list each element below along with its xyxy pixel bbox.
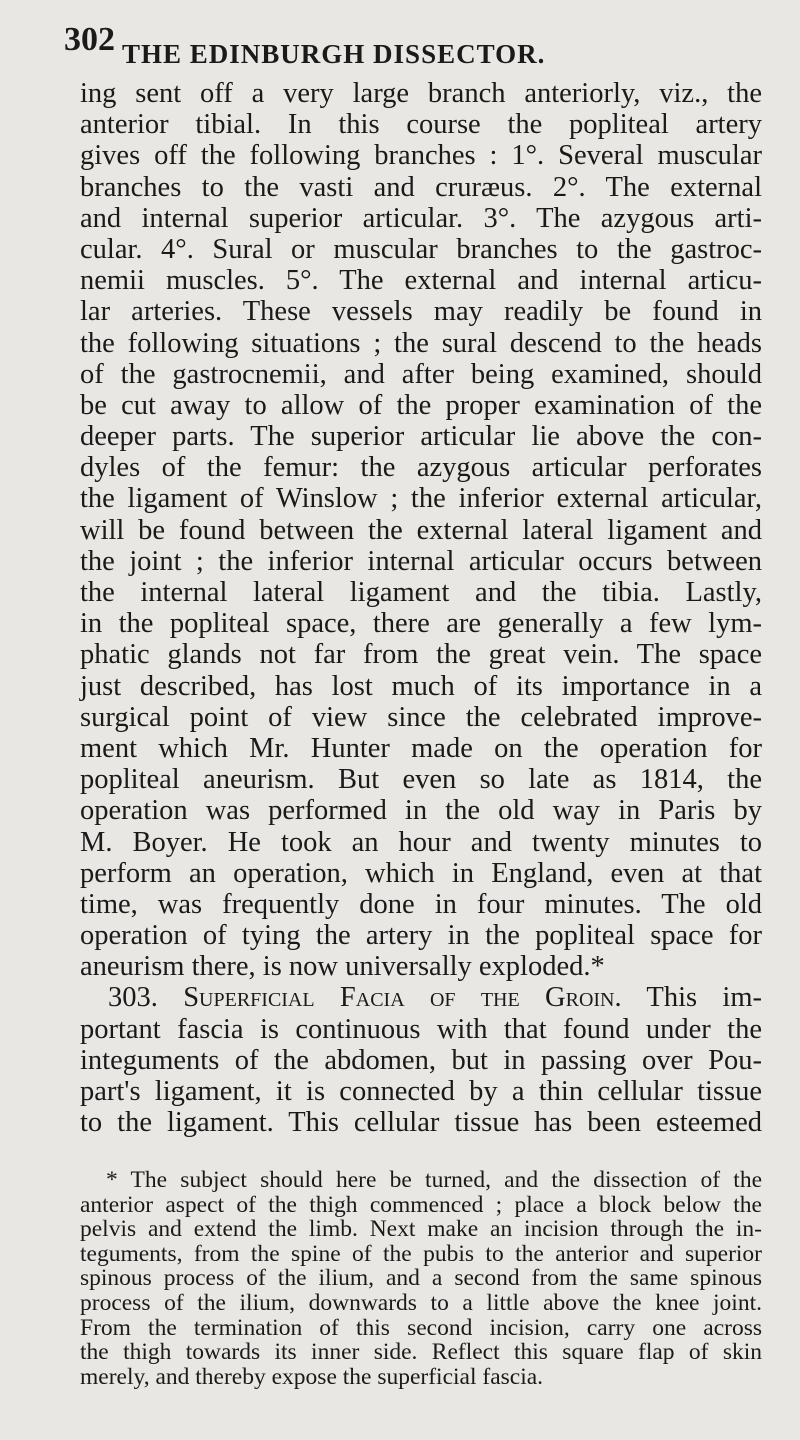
section-title: Superficial Facia of the Groin. <box>183 982 622 1014</box>
text-line: cular. 4°. Sural or muscular branches to the gastroc- <box>80 233 762 265</box>
section-number: 303. <box>108 982 158 1014</box>
footnote-line: From the termination of this second incision, carry one across <box>80 1314 762 1341</box>
body-text <box>80 78 762 1138</box>
text-line: deeper parts. The superior articular lie above the con- <box>80 421 762 453</box>
text-line: perform an operation, which in England, even at that <box>80 857 762 889</box>
text-line: nemii muscles. 5°. The external and internal articu- <box>80 265 762 297</box>
text-line: in the popliteal space, there are generally a few lym- <box>80 608 762 640</box>
text-line: operation of tying the artery in the popliteal space for <box>80 920 762 952</box>
footnote-line: anterior aspect of the thigh commenced ; place a block below the <box>80 1191 762 1218</box>
text-line: of the gastrocnemii, and after being examined, should <box>80 358 762 390</box>
page-number: 302 <box>64 21 115 58</box>
text-fragment: This im- <box>646 982 762 1014</box>
footnote-line: merely, and thereby expose the superficial fascia. <box>80 1363 544 1390</box>
text-line: portant fascia is continuous with that found under the <box>80 1013 762 1045</box>
text-line: just described, has lost much of its importance in a <box>80 670 762 702</box>
text-line: will be found between the external lateral ligament and <box>80 514 762 546</box>
text-line: and internal superior articular. 3°. The azygous arti- <box>80 202 762 234</box>
text-line: surgical point of view since the celebrated improve- <box>80 701 762 733</box>
text-line: aneurism there, is now universally exploded.* <box>80 951 605 983</box>
footnote-line: * The subject should here be turned, and the dissection of the <box>106 1167 762 1193</box>
footnote-line: pelvis and extend the limb. Next make an incision through the in- <box>80 1216 762 1243</box>
text-line: popliteal aneurism. But even so late as 1814, the <box>80 764 762 796</box>
footnote-line: the thigh towards its inner side. Reflect this square flap of skin <box>80 1339 762 1366</box>
running-head: THE EDINBURGH DISSECTOR. <box>122 39 546 69</box>
footnote-line: spinous process of the ilium, and a second from the same spinous <box>80 1265 762 1292</box>
text-line: operation was performed in the old way in Paris by <box>80 795 762 827</box>
text-line: part's ligament, it is connected by a thin cellular tissue <box>80 1076 762 1107</box>
footnote-line: process of the ilium, downwards to a little above the knee joint. <box>80 1289 762 1316</box>
text-line: the following situations ; the sural descend to the heads <box>80 327 762 359</box>
text-line: anterior tibial. In this course the popliteal artery <box>80 109 762 141</box>
text-line: ment which Mr. Hunter made on the operation for <box>80 732 762 764</box>
footnote-line: teguments, from the spine of the pubis to the anterior and superior <box>80 1240 762 1267</box>
text-line: M. Boyer. He took an hour and twenty minutes to <box>80 826 762 858</box>
text-line: the ligament of Winslow ; the inferior external articular, <box>80 483 762 515</box>
text-line: integuments of the abdomen, but in passing over Pou- <box>80 1044 762 1076</box>
text-line: ing sent off a very large branch anteriorly, viz., the <box>80 78 762 109</box>
text-line: lar arteries. These vessels may readily be found in <box>80 296 762 328</box>
text-line: to the ligament. This cellular tissue has been esteemed <box>80 1107 762 1139</box>
text-line: the internal lateral ligament and the tibia. Lastly, <box>80 577 762 608</box>
footnote <box>80 1168 762 1389</box>
text-line: be cut away to allow of the proper examination of the <box>80 389 762 421</box>
text-line: the joint ; the inferior internal articular occurs between <box>80 545 762 577</box>
text-line: gives off the following branches : 1°. Several muscular <box>80 140 762 172</box>
page-header <box>64 20 764 69</box>
text-line: time, was frequently done in four minutes. The old <box>80 888 762 920</box>
text-line: dyles of the femur: the azygous articular perforates <box>80 452 762 484</box>
text-line: branches to the vasti and cruræus. 2°. The external <box>80 171 762 203</box>
section-heading-line <box>80 982 762 1013</box>
text-line: phatic glands not far from the great vein. The space <box>80 639 762 671</box>
